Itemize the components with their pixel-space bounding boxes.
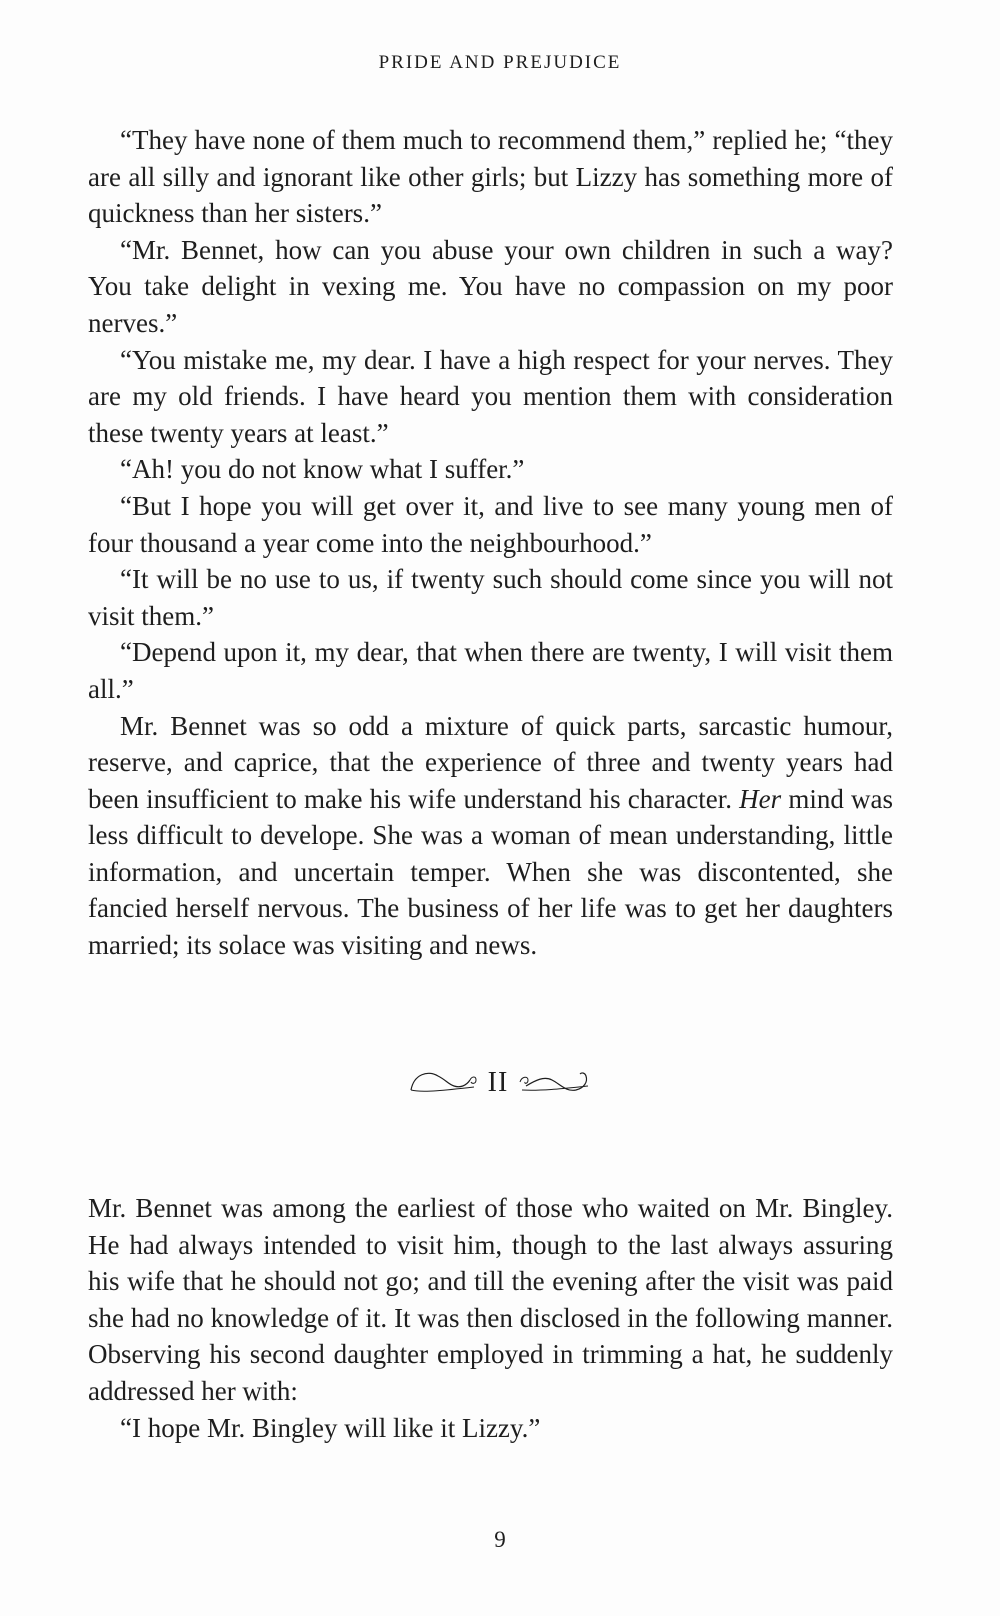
paragraph-visit-them-all: “Depend upon it, my dear, that when there are twenty, I will visit them all.” [88, 637, 893, 704]
chapter-numeral: II [487, 1067, 509, 1098]
character-text-start: Mr. Bennet was so odd a mixture of quick parts, sarcastic humour, reserve, and caprice, that the experience of three and twenty years had been insufficient to make his wife understand his character. [88, 710, 893, 814]
running-head: PRIDE AND PREJUDICE [378, 52, 622, 73]
paragraph-reply-lizzy: “They have none of them much to recommend them,” replied he; “they are all silly and ignorant like other girls; but Lizzy has something more of quickness than her sisters.” [88, 125, 893, 229]
paragraph-bingley-visit: Mr. Bennet was among the earliest of those who waited on Mr. Bingley. He had always intended to visit him, though to the last always assuring his wife that he should not go; and till the evening after the visit was paid she had no knowledge of it. It was then disclosed in the following manner. Observing his second daughter employed in trimming a hat, he suddenly addressed her with: [88, 1193, 893, 1406]
right-flourish-icon [516, 1066, 592, 1100]
paragraph-suffer: “Ah! you do not know what I suffer.” [120, 454, 525, 485]
character-text-end: mind was less difficult to develope. She was a woman of mean understanding, little information, and uncertain temper. When she was discontented, she fancied herself nervous. The business of her life was to get her daughters married; its solace was visiting and news. [88, 783, 893, 961]
page-number: 9 [494, 1527, 506, 1552]
paragraph-lizzy-hat: “I hope Mr. Bingley will like it Lizzy.” [120, 1412, 541, 1443]
paragraph-character [88, 708, 893, 964]
paragraph-respect-nerves: “You mistake me, my dear. I have a high respect for your nerves. They are my old friends. I have heard you mention them with consideration these twenty years at least.” [88, 344, 893, 448]
left-flourish-icon [408, 1066, 480, 1100]
chapter-heading [0, 1058, 1000, 1108]
emphasis-her: Her [739, 783, 782, 814]
paragraph-no-use: “It will be no use to us, if twenty such should come since you will not visit them.” [88, 564, 893, 631]
text-block-before-chapter [88, 122, 893, 964]
text-block-chapter-two [88, 1190, 893, 1446]
paragraph-young-men: “But I hope you will get over it, and live to see many young men of four thousand a year come into the neighbourhood.” [88, 490, 893, 558]
paragraph-abuse-children: “Mr. Bennet, how can you abuse your own children in such a way? You take delight in vexing me. You have no compassion on my poor nerves.” [88, 234, 893, 338]
